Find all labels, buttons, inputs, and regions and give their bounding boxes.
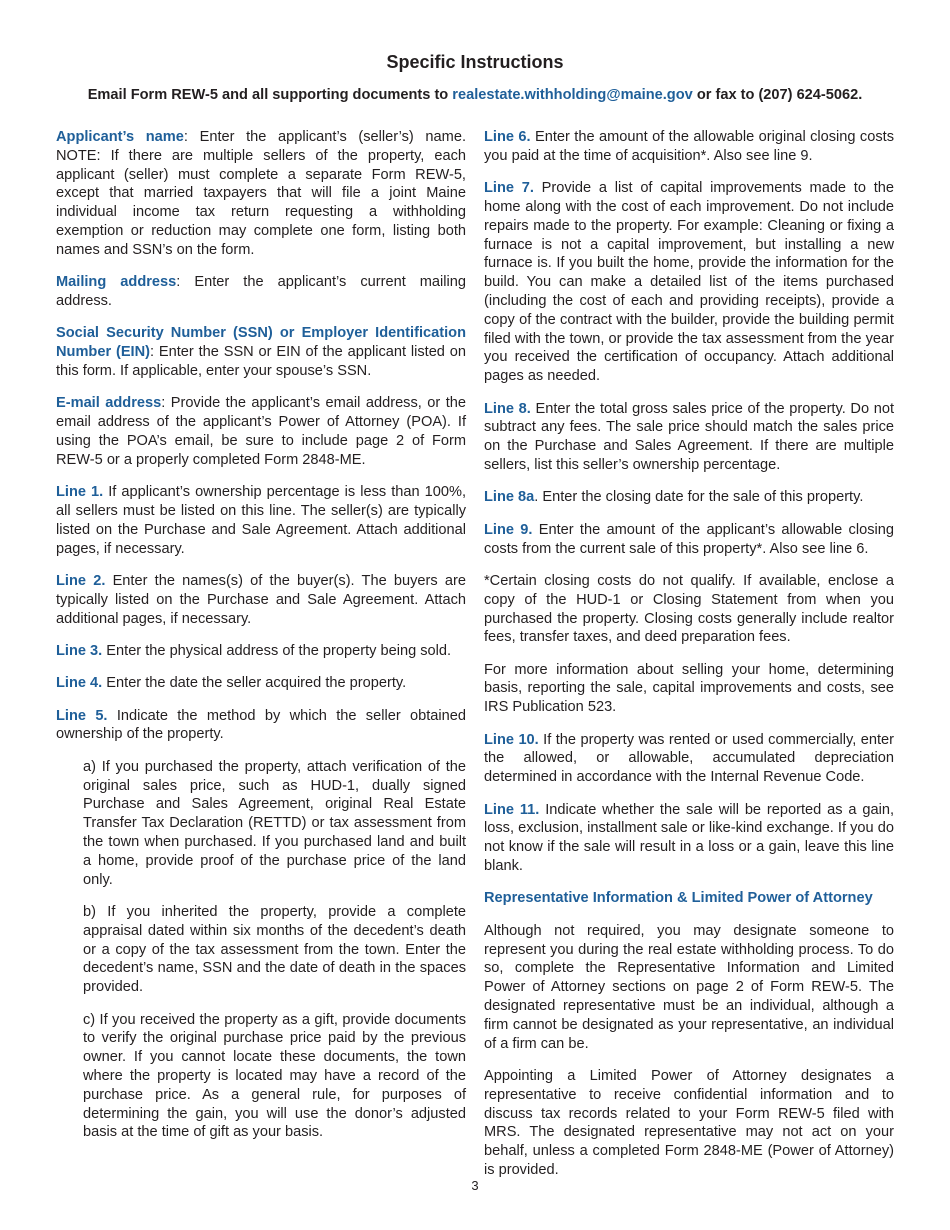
field-label: Line 5. [56, 707, 108, 724]
field-label: Line 6. [484, 129, 531, 145]
field-label: Line 11. [484, 801, 540, 818]
instruction-paragraph [484, 400, 894, 475]
instruction-text: Indicate the method by which the seller obtained ownership of the property. [56, 707, 466, 743]
instruction-paragraph [484, 128, 894, 166]
instruction-paragraph [484, 661, 894, 717]
instruction-paragraph [56, 324, 466, 380]
instruction-paragraph [484, 1067, 894, 1180]
instruction-paragraph [56, 483, 466, 558]
field-label: Line 1. [56, 484, 104, 501]
field-label: Line 8a [484, 489, 535, 506]
section-heading: Representative Information & Limited Power of Attorney [484, 890, 873, 907]
instruction-paragraph [484, 801, 894, 876]
subtitle-prefix: Email Form REW-5 and all supporting documents to [87, 87, 453, 103]
instruction-text: Enter the date the seller acquired the property. [102, 675, 407, 692]
instruction-text: b) If you inherited the property, provide a complete appraisal dated within six months of the decedent’s death or a copy of the tax assessment from the town. Enter the decedent’s name, SSN and the date of death in the spaces provided. [83, 904, 466, 996]
page-number: 3 [471, 1178, 479, 1193]
submission-instructions [0, 87, 950, 103]
instruction-paragraph [484, 179, 894, 386]
email-link[interactable]: realestate.withholding@maine.gov [452, 87, 693, 103]
field-label: Line 9. [484, 521, 533, 538]
instruction-paragraph [484, 922, 894, 1054]
left-column [56, 128, 466, 1156]
instruction-text: Indicate whether the sale will be reported as a gain, loss, exclusion, installment sale or like-kind exchange. If you do not know if the sale will result in a loss or a gain, leave this line blank. [484, 801, 894, 875]
instruction-text: Although not required, you may designate someone to represent you during the real estate withholding process. To do so, complete the Representative Information and Limited Power of Attorney sections on page 2 of Form REW-5. The designated representative must be an individual, although a firm cannot be designated as your representative, an individual of a firm can be. [484, 922, 894, 1052]
instruction-paragraph [56, 642, 466, 661]
field-label: Mailing address [56, 274, 177, 291]
instruction-paragraph [56, 394, 466, 469]
instruction-text: Provide a list of capital improvements made to the home along with the cost of each improvement. Do not include repairs made to the property. For example: Cleaning or fixing a furnace is not a capital improvement, but installing a new furnace is. If you built the home, provide the information for the build. You can make a detailed list of the items purchased (including the cost of each and providing receipts), provide a copy of the contract with the builder, provide the building permit filed with the town, or provide the tax assessment from the year you received the certification of occupancy. Attach additional pages as needed. [484, 180, 894, 385]
instruction-paragraph [83, 758, 466, 890]
instruction-text: a) If you purchased the property, attach verification of the original sales price, such as HUD-1, dually signed Purchase and Sales Agreement, original Real Estate Transfer Tax Declaration (RETTD) or tax assessment from the town when purchased. If you purchased land and built a home, provide proof of the purchase price of the land only. [83, 758, 466, 888]
subtitle-suffix: or fax to (207) 624-5062. [692, 87, 863, 103]
instruction-paragraph [484, 521, 894, 559]
instruction-text: Enter the total gross sales price of the property. Do not subtract any fees. The sale price should match the sales price on the Purchase and Sales Agreement. If there are multiple sellers, list this seller’s ownership percentage. [484, 400, 894, 473]
instruction-paragraph [83, 1011, 466, 1143]
field-label: Line 7. [484, 180, 534, 197]
instruction-paragraph [83, 903, 466, 997]
instruction-text: Enter the physical address of the property being sold. [102, 642, 452, 659]
field-label: Line 8. [484, 400, 531, 417]
instruction-paragraph [484, 488, 894, 507]
instruction-text: Appointing a Limited Power of Attorney designates a representative to receive confidential information and to discuss tax records related to your Form REW-5 filed with MRS. The designated representative may not act on your behalf, unless a completed Form 2848-ME (Power of Attorney) is provided. [484, 1068, 894, 1178]
instruction-paragraph [484, 572, 894, 647]
field-label: Applicant’s name [56, 129, 184, 145]
instruction-paragraph [56, 273, 466, 311]
instruction-text: : Provide the applicant’s email address, or the email address of the applicant’s Power of Attorney (POA). If using the POA’s email, be sure to include page 2 of Form REW-5 or a properly completed Form 2848-ME. [56, 395, 466, 468]
instruction-text: Enter the names(s) of the buyer(s). The buyers are typically listed on the Purchase and Sale Agreement. Attach additional pages, if necessary. [56, 572, 466, 627]
instruction-text: Enter the amount of the allowable original closing costs you paid at the time of acquisition*. Also see line 9. [484, 129, 894, 164]
page-title: Specific Instructions [386, 52, 564, 72]
field-label: E-mail address [56, 395, 162, 412]
instruction-paragraph [56, 674, 466, 693]
instruction-text: If the property was rented or used commercially, enter the allowed, or allowable, accumulated depreciation determined in accordance with the Internal Revenue Code. [484, 731, 894, 786]
right-column [484, 128, 894, 1193]
field-label: Line 10. [484, 731, 539, 748]
field-label: Line 2. [56, 572, 106, 589]
field-label: Line 4. [56, 675, 103, 692]
instruction-text: *Certain closing costs do not qualify. If available, enclose a copy of the HUD-1 or Closing Statement from when you purchased the property. Closing costs generally include realtor fees, transfer taxes, and deed preparation fees. [484, 572, 894, 646]
instruction-text: . Enter the closing date for the sale of this property. [534, 489, 864, 506]
instruction-paragraph [484, 731, 894, 787]
field-label: Line 3. [56, 642, 103, 659]
instruction-paragraph [56, 128, 466, 260]
instruction-paragraph [56, 707, 466, 745]
instruction-text: : Enter the SSN or EIN of the applicant listed on this form. If applicable, enter your spouse’s SSN. [56, 344, 466, 379]
instruction-text: Enter the amount of the applicant’s allowable closing costs from the current sale of this property*. Also see line 6. [484, 521, 894, 557]
instruction-text: : Enter the applicant’s (seller’s) name. NOTE: If there are multiple sellers of the property, each applicant (seller) must complete a separate Form REW-5, except that married taxpayers that will file a joint Maine individual income tax return requesting a withholding exemption or reduction may complete one form, listing both names and SSN’s on the form. [56, 129, 466, 258]
instruction-text: If applicant’s ownership percentage is less than 100%, all sellers must be listed on this line. The seller(s) are typically listed on the Purchase and Sale Agreement. Attach additional pages, if necessary. [56, 484, 466, 557]
instruction-text: For more information about selling your home, determining basis, reporting the sale, capital improvements and costs, see IRS Publication 523. [484, 661, 894, 716]
instruction-text: c) If you received the property as a gift, provide documents to verify the original purchase price paid by the previous owner. If you cannot locate these documents, the town where the property is located may have a record of the purchase price. As a general rule, for purposes of determining the gain, you will use the donor’s adjusted basis at the time of gift as your basis. [83, 1011, 466, 1141]
instruction-paragraph [56, 572, 466, 628]
field-label: Social Security Number (SSN) or Employer Identification Number (EIN) [56, 325, 466, 361]
instruction-text: : Enter the applicant’s current mailing address. [56, 274, 467, 309]
